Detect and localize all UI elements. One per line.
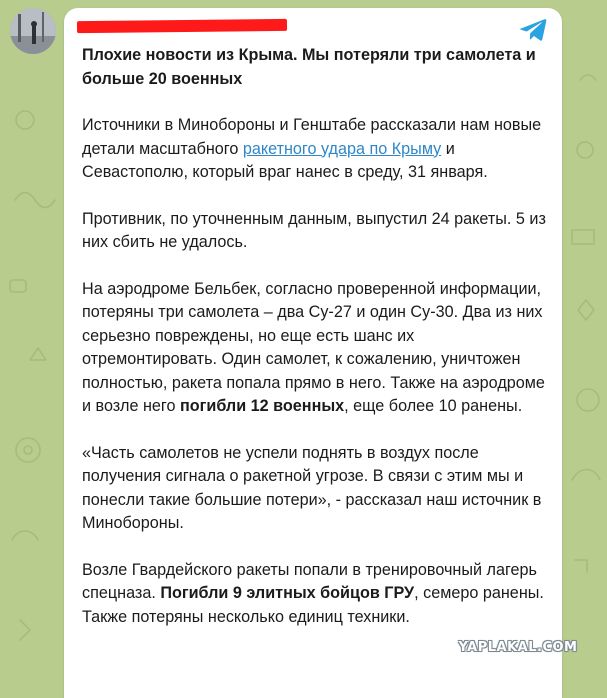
post-title: Плохие новости из Крыма. Мы потеряли три самолета и больше 20 военных	[82, 46, 536, 88]
paragraph-sources	[82, 114, 552, 185]
paragraph-sources-text-end: и Севастополю, который враг нанес в среду, 31 января.	[82, 139, 488, 181]
paragraph-belbek-text: На аэродроме Бельбек, согласно проверенной информации, потеряны три самолета – два Су-27 и один Су-30. Два из них серьезно повреждены, но еще есть шанс их отремонтировать. Один самолет, к сожалению, уничтожен полностью, ракета попала прямо в него. Также на аэродроме и возле него	[82, 279, 545, 415]
paragraph-gvardeyskoe	[82, 559, 552, 630]
paragraph-belbek	[82, 278, 552, 419]
paragraph-belbek-bold: погибли 12 военных	[179, 397, 345, 415]
message-bubble	[64, 8, 562, 698]
crimea-strike-link[interactable]: ракетного удара по Крыму	[242, 139, 442, 158]
sender-name-redaction	[77, 19, 287, 33]
site-watermark: YAPLAKAL.COM	[458, 640, 578, 655]
paragraph-gvardeyskoe-bold: Погибли 9 элитных бойцов ГРУ	[160, 584, 415, 602]
paragraph-missiles: Противник, по уточненным данным, выпустил 24 ракеты. 5 из них сбить не удалось.	[82, 209, 546, 251]
paragraph-gvardeyskoe-text: Возле Гвардейского ракеты попали в тренировочный лагерь спецназа.	[82, 560, 537, 602]
message-text	[82, 44, 552, 652]
avatar[interactable]	[10, 8, 56, 54]
paragraph-gvardeyskoe-text-end: , семеро ранены. Также потеряны несколько единиц техники.	[82, 584, 544, 626]
paragraph-sources-text: Источники в Минобороны и Генштабе рассказали нам новые детали масштабного	[82, 116, 542, 158]
telegram-icon[interactable]	[519, 18, 547, 42]
paragraph-belbek-text-end: , еще более 10 ранены.	[344, 397, 523, 415]
paragraph-quote: «Часть самолетов не успели поднять в воздух после получения сигнала о ракетной угрозе. В связи с этим мы и понесли такие большие потери», - рассказал наш источник в Минобороны.	[82, 443, 542, 532]
avatar-photo	[10, 8, 56, 54]
